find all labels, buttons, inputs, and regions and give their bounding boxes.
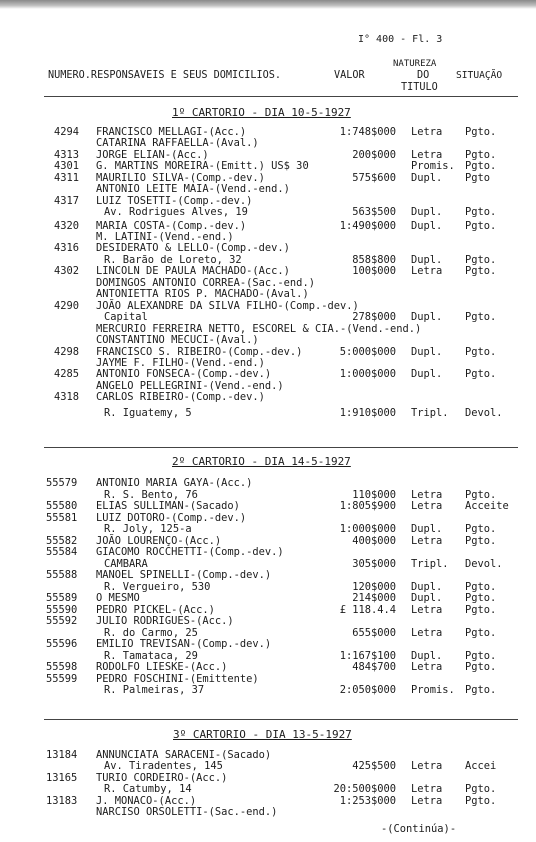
- entry-address: R. Tamataca, 29: [104, 650, 198, 662]
- entry-party: JOÃO ALEXANDRE DA SILVA FILHO-(Comp.-dev.): [96, 300, 359, 312]
- entry-situacao: Pgto.: [465, 783, 497, 795]
- entry-party: TURIO CORDEIRO-(Acc.): [96, 772, 228, 784]
- section-title: 1º CARTORIO - DIA 10-5-1927: [172, 106, 351, 119]
- entry-valor: 20:500$000: [333, 783, 396, 795]
- section-title: 2º CARTORIO - DIA 14-5-1927: [172, 455, 351, 468]
- entry-number: 55582: [46, 535, 78, 547]
- entry-titulo: Letra: [411, 500, 443, 512]
- entry-valor: 1:000$000: [339, 368, 396, 380]
- entry-party: JORGE ELIAN-(Acc.): [96, 149, 209, 161]
- entry-address: R. Joly, 125-a: [104, 523, 192, 535]
- entry-party: LUIZ TOSETTI-(Comp.-dev.): [96, 195, 253, 207]
- entry-titulo: Letra: [411, 795, 443, 807]
- entry-titulo: Letra: [411, 265, 443, 277]
- entry-address: Av. Tiradentes, 145: [104, 760, 223, 772]
- entry-valor: 278$000: [352, 311, 396, 323]
- entry-situacao: Pgto.: [465, 650, 497, 662]
- entry-address: R. S. Bento, 76: [104, 489, 198, 501]
- entry-party: ANNUNCIATA SARACENI-(Sacado): [96, 749, 272, 761]
- entry-situacao: Pgto.: [465, 627, 497, 639]
- entry-number: 13184: [46, 749, 78, 761]
- entry-party: ANGELO PELLEGRINI-(Vend.-end.): [96, 380, 284, 392]
- entry-situacao: Pgto.: [465, 160, 497, 172]
- entry-valor: 1:910$000: [339, 407, 396, 419]
- entry-party: MARIA COSTA-(Comp.-dev.): [96, 220, 247, 232]
- entry-party: CATARINA RAFFAELLA-(Aval.): [96, 137, 259, 149]
- entry-number: 55580: [46, 500, 78, 512]
- entry-address: CAMBARA: [104, 558, 148, 570]
- entry-number: 55598: [46, 661, 78, 673]
- entry-titulo: Dupl.: [411, 311, 443, 323]
- entry-party: MANOEL SPINELLI-(Comp.-dev.): [96, 569, 272, 581]
- entry-number: 55584: [46, 546, 78, 558]
- entry-situacao: Devol.: [465, 558, 503, 570]
- entry-party: ELIAS SULLIMAN-(Sacado): [96, 500, 240, 512]
- entry-situacao: Pgto.: [465, 311, 497, 323]
- entry-situacao: Pgto.: [465, 604, 497, 616]
- entry-titulo: Dupl.: [411, 172, 443, 184]
- entry-number: 4290: [54, 300, 80, 312]
- entry-party: DESIDERATO & LELLO-(Comp.-dev.): [96, 242, 290, 254]
- entry-number: 55596: [46, 638, 78, 650]
- entry-situacao: Pgto.: [465, 206, 497, 218]
- entry-situacao: Pgto.: [465, 592, 497, 604]
- continua-note: -(Continúa)-: [381, 823, 457, 835]
- entry-situacao: Pgto.: [465, 346, 497, 358]
- scan-top-edge: [0, 0, 536, 9]
- entry-valor: 655$000: [352, 627, 396, 639]
- entry-situacao: Pgto.: [465, 535, 497, 547]
- entry-party: MAURILIO SILVA-(Comp.-dev.): [96, 172, 265, 184]
- entry-number: 55581: [46, 512, 78, 524]
- entry-valor: 425$500: [352, 760, 396, 772]
- entry-titulo: Dupl.: [411, 254, 443, 266]
- entry-situacao: Pgto.: [465, 368, 497, 380]
- entry-situacao: Pgto.: [465, 254, 497, 266]
- header-responsaveis: NUMERO.RESPONSAVEIS E SEUS DOMICILIOS.: [48, 70, 282, 81]
- entry-party: JULIO RODRIGUES-(Acc.): [96, 615, 234, 627]
- entry-party: LUIZ DOTORO-(Comp.-dev.): [96, 512, 247, 524]
- entry-number: 4316: [54, 242, 80, 254]
- entry-valor: 214$000: [352, 592, 396, 604]
- entry-valor: 1:490$000: [339, 220, 396, 232]
- entry-titulo: Dupl.: [411, 206, 443, 218]
- entry-titulo: Tripl.: [411, 558, 449, 570]
- entry-number: 4318: [54, 391, 80, 403]
- entry-situacao: Pgto.: [465, 795, 497, 807]
- entry-party: ANTONIETTA RIOS P. MACHADO-(Aval.): [96, 288, 309, 300]
- entry-number: 55589: [46, 592, 78, 604]
- entry-situacao: Pgto.: [465, 581, 497, 593]
- entry-situacao: Pgto.: [465, 126, 497, 138]
- entry-party: FRANCISCO MELLAGI-(Acc.): [96, 126, 247, 138]
- entry-titulo: Dupl.: [411, 581, 443, 593]
- entry-valor: 200$000: [352, 149, 396, 161]
- entry-number: 4285: [54, 368, 80, 380]
- entry-situacao: Accei: [465, 760, 497, 772]
- entry-titulo: Letra: [411, 149, 443, 161]
- entry-party: PEDRO PICKEL-(Acc.): [96, 604, 215, 616]
- entry-titulo: Tripl.: [411, 407, 449, 419]
- entry-valor: 1:000$000: [339, 523, 396, 535]
- entry-number: 4302: [54, 265, 80, 277]
- entry-party: PEDRO FOSCHINI-(Emittente): [96, 673, 259, 685]
- entry-titulo: Promis.: [411, 160, 455, 172]
- entry-titulo: Dupl.: [411, 220, 443, 232]
- entry-titulo: Letra: [411, 661, 443, 673]
- header-rule: [44, 96, 518, 97]
- entry-party: J. MONACO-(Acc.): [96, 795, 197, 807]
- entry-valor: 1:167$100: [339, 650, 396, 662]
- entry-number: 13165: [46, 772, 78, 784]
- entry-valor: 575$600: [352, 172, 396, 184]
- entry-party: DOMINGOS ANTONIO CORREA-(Sac.-end.): [96, 277, 315, 289]
- entry-situacao: Pgto.: [465, 523, 497, 535]
- entry-address: Capital: [104, 311, 148, 323]
- entry-party: G. MARTINS MOREIRA-(Emitt.) US$ 30: [96, 160, 309, 172]
- header-natureza-1: NATUREZA: [393, 59, 437, 69]
- entry-situacao: Pgto.: [465, 489, 497, 501]
- entry-number: 4311: [54, 172, 80, 184]
- entry-titulo: Dupl.: [411, 346, 443, 358]
- entry-valor: 305$000: [352, 558, 396, 570]
- entry-number: 4317: [54, 195, 80, 207]
- header-valor: VALOR: [334, 70, 365, 81]
- entry-party: JAYME F. FILHO-(Vend.-end.): [96, 357, 265, 369]
- entry-valor: 100$000: [352, 265, 396, 277]
- entry-situacao: Devol.: [465, 407, 503, 419]
- header-situacao: SITUAÇÃO: [456, 70, 503, 81]
- entry-titulo: Letra: [411, 760, 443, 772]
- entry-situacao: Pgto.: [465, 265, 497, 277]
- section-title: 3º CARTORIO - DIA 13-5-1927: [173, 728, 352, 741]
- entry-party: LINCOLN DE PAULA MACHADO-(Acc.): [96, 265, 290, 277]
- entry-titulo: Letra: [411, 535, 443, 547]
- entry-party: O MESMO: [96, 592, 140, 604]
- entry-party: MERCURIO FERREIRA NETTO, ESCOREL & CIA.-(Vend.-end.): [96, 323, 422, 335]
- entry-situacao: Pgto.: [465, 661, 497, 673]
- entry-situacao: Pgto.: [465, 684, 497, 696]
- entry-titulo: Dupl.: [411, 368, 443, 380]
- entry-party: CARLOS RIBEIRO-(Comp.-dev.): [96, 391, 265, 403]
- entry-titulo: Letra: [411, 489, 443, 501]
- entry-valor: 400$000: [352, 535, 396, 547]
- entry-titulo: Letra: [411, 126, 443, 138]
- entry-address: R. Vergueiro, 530: [104, 581, 211, 593]
- entry-titulo: Dupl.: [411, 650, 443, 662]
- entry-number: 55579: [46, 477, 78, 489]
- entry-address: R. Iguatemy, 5: [104, 407, 192, 419]
- entry-valor: £ 118.4.4: [339, 604, 396, 616]
- entry-party: ANTONIO MARIA GAYA-(Acc.): [96, 477, 253, 489]
- entry-number: 4313: [54, 149, 80, 161]
- entry-address: R. Palmeiras, 37: [104, 684, 205, 696]
- entry-titulo: Promis.: [411, 684, 455, 696]
- entry-number: 4301: [54, 160, 80, 172]
- entry-address: R. do Carmo, 25: [104, 627, 198, 639]
- entry-address: R. Barão de Loreto, 32: [104, 254, 242, 266]
- entry-titulo: Letra: [411, 604, 443, 616]
- entry-party: CONSTANTINO MECUCI-(Aval.): [96, 334, 259, 346]
- entry-party: ANTONIO LEITE MAIA-(Vend.-end.): [96, 183, 290, 195]
- entry-valor: 120$000: [352, 581, 396, 593]
- entry-address: R. Catumby, 14: [104, 783, 192, 795]
- entry-valor: 1:253$000: [339, 795, 396, 807]
- entry-number: 4294: [54, 126, 80, 138]
- header-natureza-2: DO: [417, 70, 430, 81]
- entry-number: 4298: [54, 346, 80, 358]
- entry-number: 13183: [46, 795, 78, 807]
- page-reference: I° 400 - Fl. 3: [358, 34, 443, 45]
- entry-address: Av. Rodrigues Alves, 19: [104, 206, 248, 218]
- entry-party: M. LATINI-(Vend.-end.): [96, 231, 234, 243]
- entry-party: EMILIO TREVISAN-(Comp.-dev.): [96, 638, 272, 650]
- entry-valor: 563$500: [352, 206, 396, 218]
- entry-situacao: Pgto.: [465, 149, 497, 161]
- entry-number: 55590: [46, 604, 78, 616]
- entry-situacao: Pgto: [465, 172, 491, 184]
- entry-number: 55588: [46, 569, 78, 581]
- entry-valor: 5:000$000: [339, 346, 396, 358]
- section-rule: [44, 719, 518, 720]
- section-rule: [44, 447, 518, 448]
- entry-number: 55599: [46, 673, 78, 685]
- entry-valor: 2:050$000: [339, 684, 396, 696]
- entry-party: ANTONIO FONSECA-(Comp.-dev.): [96, 368, 272, 380]
- entry-titulo: Dupl.: [411, 592, 443, 604]
- entry-valor: 1:748$000: [339, 126, 396, 138]
- entry-number: 55592: [46, 615, 78, 627]
- entry-party: GIACOMO ROCCHETTI-(Comp.-dev.): [96, 546, 284, 558]
- entry-valor: 858$800: [352, 254, 396, 266]
- entry-party: RODOLFO LIESKE-(Acc.): [96, 661, 228, 673]
- entry-number: 4320: [54, 220, 80, 232]
- entry-titulo: Letra: [411, 783, 443, 795]
- entry-party: NARCISO ORSOLETTI-(Sac.-end.): [96, 806, 278, 818]
- entry-valor: 110$000: [352, 489, 396, 501]
- entry-titulo: Dupl.: [411, 523, 443, 535]
- entry-situacao: Pgto.: [465, 220, 497, 232]
- entry-party: FRANCISCO S. RIBEIRO-(Comp.-dev.): [96, 346, 303, 358]
- entry-valor: 484$700: [352, 661, 396, 673]
- entry-titulo: Letra: [411, 627, 443, 639]
- entry-valor: 1:805$900: [339, 500, 396, 512]
- entry-party: JOÃO LOURENÇO-(Acc.): [96, 535, 222, 547]
- entry-situacao: Acceite: [465, 500, 509, 512]
- header-natureza-3: TITULO: [401, 82, 438, 93]
